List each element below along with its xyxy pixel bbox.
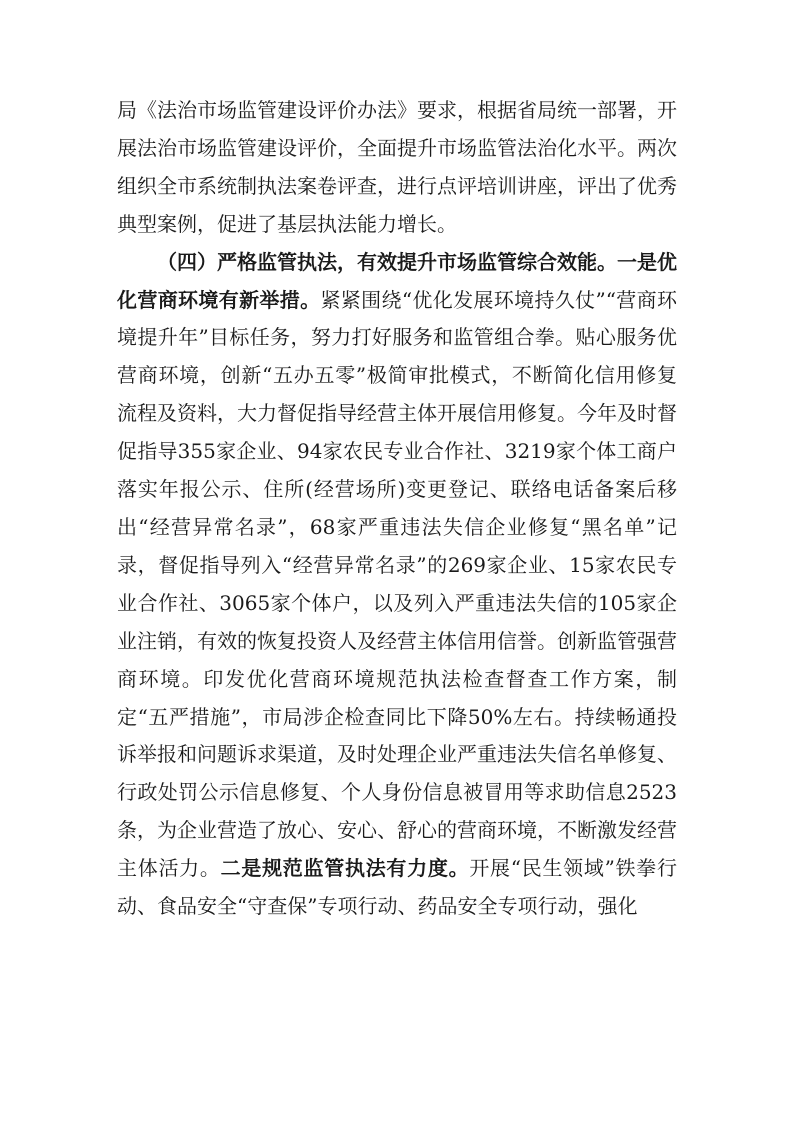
section-heading: （四）严格监管执法，有效提升市场监管综合效能。 (157, 249, 617, 274)
paragraph-text: 局《法治市场监管建设评价办法》要求，根据省局统一部署，开展法治市场监管建设评价，全面提升市场监管法治化水平。两次组织全市系统制执法案卷评查，进行点评培训讲座，评出了优秀典型案例，促进了基层执法能力增长。 (117, 98, 677, 236)
paragraph-section-four (117, 244, 677, 926)
lead-phrase-one: 一是优化营商环境有新举措。 (117, 249, 677, 312)
paragraph-continuation (117, 92, 677, 244)
paragraph-text: 开展“民生领域”铁拳行动、食品安全“守查保”专项行动、药品安全专项行动，强化 (117, 856, 678, 919)
paragraph-text: 紧紧围绕“优化发展环境持久仗”“营商环境提升年”目标任务，努力打好服务和监管组合拳。贴心服务优营商环境，创新“五办五零”极简审批模式，不断简化信用修复流程及资料，大力督促指导经营主体开展信用修复。今年及时督促指导355家企业、94家农民专业合作社、3219家个体工商户落实年报公示、住所(经营场所)变更登记、联络电话备案后移出“经营异常名录”，68家严重违法失信企业修复“黑名单”记录，督促指导列入“经营异常名录”的269家企业、15家农民专业合作社、3065家个体户，以及列入严重违法失信的105家企业注销，有效的恢复投资人及经营主体信用信誉。创新监管强营商环境。印发优化营商环境规范执法检查督查工作方案，制定“五严措施”，市局涉企检查同比下降50%左右。持续畅通投诉举报和问题诉求渠道，及时处理企业严重违法失信名单修复、行政处罚公示信息修复、个人身份信息被冒用等求助信息2523条，为企业营造了放心、安心、舒心的营商环境，不断激发经营主体活力。 (117, 287, 677, 881)
document-body (117, 92, 677, 926)
lead-phrase-two: 二是规范监管执法有力度。 (220, 856, 470, 881)
